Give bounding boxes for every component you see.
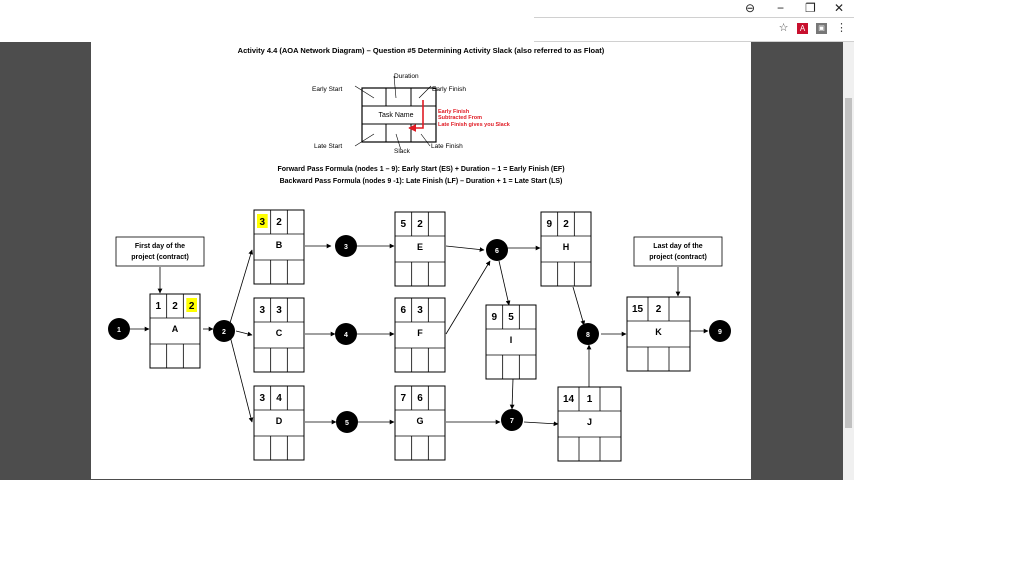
svg-text:1: 1 bbox=[117, 327, 121, 334]
task-B-dur: 2 bbox=[276, 217, 282, 228]
menu-icon[interactable]: ⋮ bbox=[836, 22, 847, 34]
address-bar-top bbox=[534, 17, 854, 18]
svg-text:2: 2 bbox=[222, 329, 226, 336]
task-H-dur: 2 bbox=[563, 219, 569, 230]
blank-area bbox=[0, 480, 1024, 575]
task-K-dur: 2 bbox=[655, 304, 662, 315]
node-3 bbox=[335, 235, 357, 257]
task-A-es: 1 bbox=[155, 301, 162, 312]
page-title: Activity 4.4 (AOA Network Diagram) – Question #5 Determining Activity Slack (also referred to as Float) bbox=[237, 46, 605, 55]
task-E-dur: 2 bbox=[417, 219, 423, 230]
legend-slack: Slack bbox=[394, 148, 410, 155]
legend-late-start: Late Start bbox=[314, 143, 343, 150]
task-B bbox=[254, 210, 304, 284]
note-last-day bbox=[634, 237, 722, 266]
task-D-dur: 4 bbox=[276, 393, 282, 404]
task-D-es: 3 bbox=[259, 393, 266, 404]
task-B-name: B bbox=[275, 240, 283, 250]
task-A-dur: 2 bbox=[172, 301, 178, 312]
task-J bbox=[558, 387, 621, 461]
acrobat-icon[interactable]: A bbox=[797, 23, 808, 34]
forward-pass-formula: Forward Pass Formula (nodes 1 – 9): Early Start (ES) + Duration – 1 = Early Finish (EF) bbox=[277, 166, 565, 173]
svg-text:6: 6 bbox=[495, 248, 499, 255]
task-F-dur: 3 bbox=[417, 305, 423, 316]
task-F bbox=[395, 298, 445, 372]
svg-text:3: 3 bbox=[344, 244, 348, 251]
legend-note-3: Late Finish gives you Slack bbox=[438, 122, 510, 128]
task-D bbox=[254, 386, 304, 460]
svg-text:project (contract): project (contract) bbox=[649, 254, 707, 261]
task-H-es: 9 bbox=[546, 219, 553, 230]
task-I-name: I bbox=[509, 335, 513, 345]
task-F-es: 6 bbox=[400, 305, 407, 316]
task-A bbox=[150, 294, 200, 368]
scrollbar-thumb[interactable] bbox=[845, 98, 852, 428]
task-A-name: A bbox=[171, 324, 179, 334]
pdf-page bbox=[91, 42, 751, 479]
task-B-es: 3 bbox=[259, 217, 266, 228]
star-icon[interactable]: ☆ bbox=[778, 22, 789, 34]
node-6 bbox=[486, 239, 508, 261]
svg-text:4: 4 bbox=[344, 332, 348, 339]
task-G-dur: 6 bbox=[417, 393, 423, 404]
note-first-day bbox=[116, 237, 204, 266]
task-J-name: J bbox=[586, 417, 593, 427]
minimize-button[interactable]: − bbox=[777, 1, 785, 15]
extension-icon[interactable]: ▣ bbox=[816, 23, 827, 34]
diagram-canvas bbox=[91, 42, 751, 479]
svg-text:7: 7 bbox=[510, 418, 514, 425]
svg-text:First day of the: First day of the bbox=[134, 243, 186, 250]
task-K-name: K bbox=[655, 327, 662, 337]
legend-box bbox=[312, 73, 511, 155]
browser-toolbar bbox=[0, 0, 854, 42]
svg-text:5: 5 bbox=[345, 420, 349, 427]
backward-pass-formula: Backward Pass Formula (nodes 9 -1): Late Finish (LF) – Duration + 1 = Late Start (LS) bbox=[279, 178, 563, 185]
node-8 bbox=[577, 323, 599, 345]
task-K bbox=[627, 297, 690, 371]
close-button[interactable]: ✕ bbox=[834, 1, 845, 15]
node-7 bbox=[501, 409, 523, 431]
node-1 bbox=[108, 318, 130, 340]
svg-text:8: 8 bbox=[586, 332, 590, 339]
task-A-ef: 2 bbox=[188, 301, 195, 312]
task-I-es: 9 bbox=[491, 312, 498, 323]
svg-text:9: 9 bbox=[718, 329, 722, 336]
task-C-dur: 3 bbox=[276, 305, 282, 316]
task-E-es: 5 bbox=[400, 219, 407, 230]
task-J-dur: 1 bbox=[586, 394, 593, 405]
task-G-name: G bbox=[416, 416, 424, 426]
node-5 bbox=[336, 411, 358, 433]
task-G bbox=[395, 386, 445, 460]
node-4 bbox=[335, 323, 357, 345]
task-G-es: 7 bbox=[400, 393, 407, 404]
task-K-es: 15 bbox=[631, 304, 644, 315]
legend-early-finish: Early Finish bbox=[432, 86, 466, 93]
task-E-name: E bbox=[416, 242, 424, 252]
task-I-dur: 5 bbox=[508, 312, 514, 323]
node-2 bbox=[213, 320, 235, 342]
task-J-es: 14 bbox=[562, 394, 575, 405]
task-C-es: 3 bbox=[259, 305, 266, 316]
legend-duration: Duration bbox=[394, 73, 419, 80]
task-C bbox=[254, 298, 304, 372]
task-I bbox=[486, 305, 536, 379]
task-F-name: F bbox=[417, 328, 423, 338]
task-D-name: D bbox=[275, 416, 283, 426]
legend-task-name: Task Name bbox=[378, 112, 414, 119]
legend-note-1: Early Finish bbox=[438, 109, 470, 115]
node-9 bbox=[709, 320, 731, 342]
task-H bbox=[541, 212, 591, 286]
account-icon[interactable]: ⊖ bbox=[745, 1, 756, 15]
restore-button[interactable]: ❐ bbox=[805, 1, 816, 15]
legend-early-start: Early Start bbox=[312, 86, 343, 93]
legend-note-2: Subtracted From bbox=[438, 115, 483, 121]
task-H-name: H bbox=[562, 242, 570, 252]
svg-text:Last day of the: Last day of the bbox=[653, 243, 703, 250]
task-E bbox=[395, 212, 445, 286]
svg-text:project (contract): project (contract) bbox=[131, 254, 189, 261]
legend-late-finish: Late Finish bbox=[431, 143, 463, 150]
task-C-name: C bbox=[275, 328, 283, 338]
